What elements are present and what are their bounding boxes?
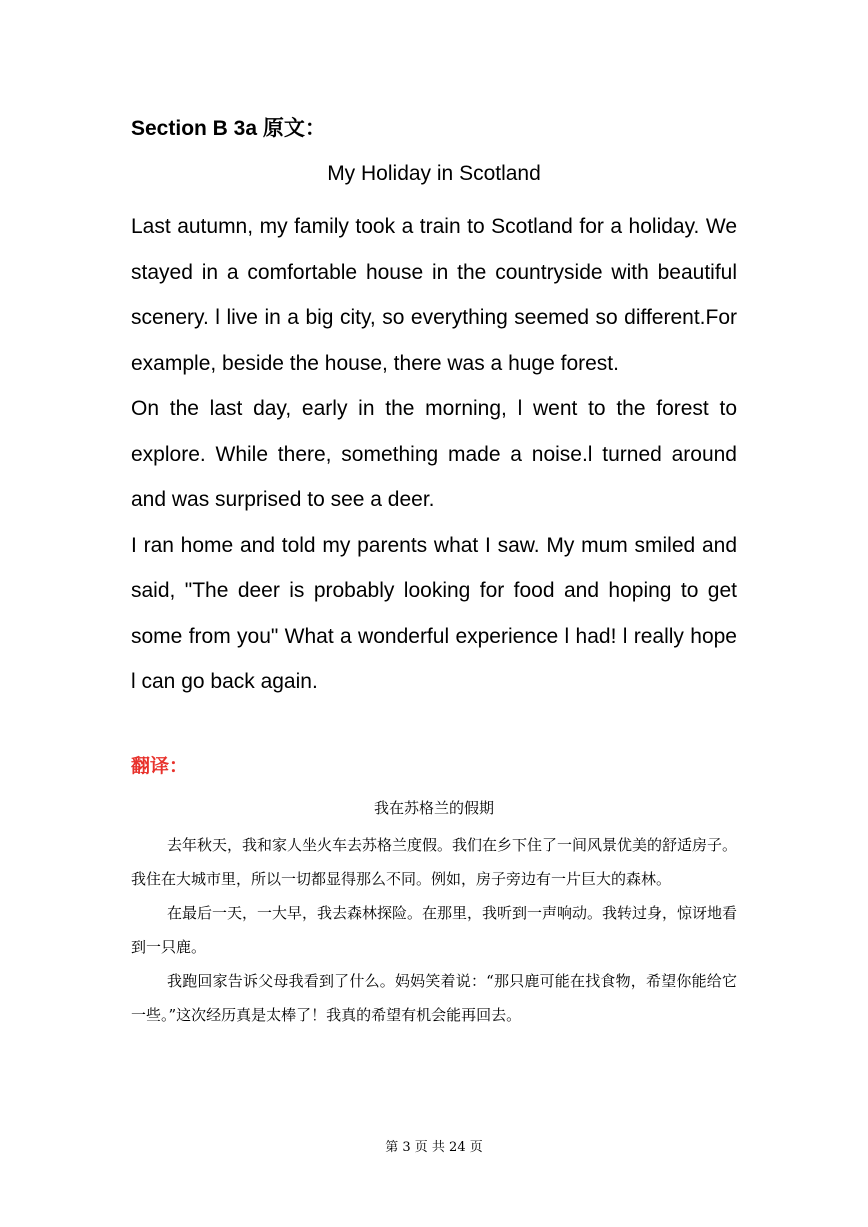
chinese-paragraph: 我跑回家告诉父母我看到了什么。妈妈笑着说：“那只鹿可能在找食物，希望你能给它一些。”这次经历真是太棒了！我真的希望有机会能再回去。 [131,972,737,1024]
chinese-title: 我在苏格兰的假期 [373,799,494,817]
english-paragraph: On the last day, early in the morning, l went to the forest to explore. While there, something made a noise.l turned around and was surprised to see a deer. [131,397,737,511]
chinese-body [131,828,737,1032]
section-heading: Section B 3a 原文： [131,117,326,140]
english-title: My Holiday in Scotland [327,162,541,185]
chinese-paragraph: 在最后一天，一大早，我去森林探险。在那里，我听到一声响动。我转过身，惊讶地看到一只鹿。 [131,904,738,956]
translation-label: 翻译： [131,755,189,777]
english-paragraph: I ran home and told my parents what I saw. My mum smiled and said, "The deer is probably looking for food and hoping to get some from you" What a wonderful experience l had! l really hope l can go back again. [131,533,737,693]
chinese-paragraph: 去年秋天，我和家人坐火车去苏格兰度假。我们在乡下住了一间风景优美的舒适房子。我住在大城市里，所以一切都显得那么不同。例如，房子旁边有一片巨大的森林。 [131,836,738,888]
page-footer: 第 3 页 共 24 页 [385,1140,483,1155]
english-body [131,204,737,705]
english-paragraph: Last autumn, my family took a train to Scotland for a holiday. We stayed in a comfortable house in the countryside with beautiful scenery. l live in a big city, so everything seemed so different.For example, beside the house, there was a huge forest. [131,215,737,375]
